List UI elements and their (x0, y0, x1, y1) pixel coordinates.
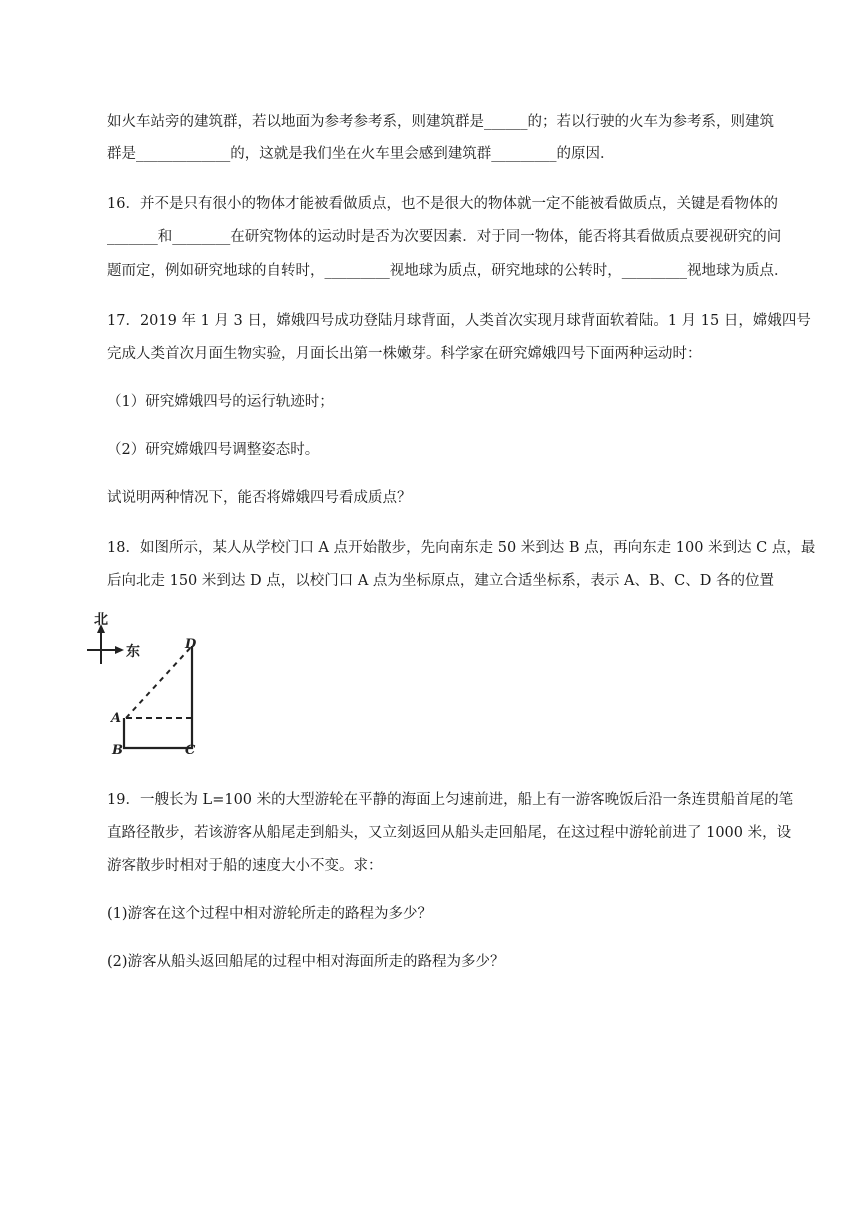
compass-icon (87, 624, 124, 664)
q17-question: 试说明两种情况下，能否将嫦娥四号看成质点？ (107, 490, 412, 506)
q16-text-line-3: 题而定，例如研究地球的自转时，_________视地球为质点，研究地球的公转时，_________视地球为质点． (107, 263, 789, 279)
q16-text-line-2: _______和________在研究物体的运动时是否为次要因素．对于同一物体，能否将其看做质点要视研究的问 (107, 229, 782, 245)
q19-text-line-2: 直路径散步，若该游客从船尾走到船头，又立刻返回从船头走回船尾，在这过程中游轮前进了 1000 米，设 (107, 825, 792, 841)
walking-path (124, 646, 192, 748)
q16-text-line-1: 16．并不是只有很小的物体才能被看做质点，也不是很大的物体就一定不能被看做质点，关键是看物体的 (107, 196, 778, 212)
q19-item-1: (1)游客在这个过程中相对游轮所走的路程为多少？ (107, 906, 433, 922)
point-b-label: B (112, 743, 123, 758)
q15-text-line-1: 如火车站旁的建筑群，若以地面为参考参考系，则建筑群是______的；若以行驶的火车为参考系，则建筑 (107, 114, 774, 130)
q18-figure (84, 606, 197, 760)
q19-text-line-1: 19．一艘长为 L=100 米的大型游轮在平静的海面上匀速前进，船上有一游客晚饭后沿一条连贯船首尾的笔 (107, 792, 794, 808)
q17-text-line-2: 完成人类首次月面生物实验，月面长出第一株嫩芽。科学家在研究嫦娥四号下面两种运动时： (107, 346, 702, 362)
q18-text-line-1: 18．如图所示，某人从学校门口 A 点开始散步，先向南东走 50 米到达 B 点，再向东走 100 米到达 C 点，最 (107, 540, 816, 556)
q17-item-2: （2）研究嫦娥四号调整姿态时。 (107, 442, 320, 458)
compass-north-label: 北 (94, 612, 108, 628)
walking-path-diagram (84, 606, 197, 758)
q19-item-2: (2)游客从船头返回船尾的过程中相对海面所走的路程为多少？ (107, 954, 505, 970)
q15-text-line-2: 群是_____________的，这就是我们坐在火车里会感到建筑群_________的原因． (107, 146, 615, 162)
point-a-label: A (111, 711, 122, 726)
compass-east-label: 东 (126, 644, 140, 660)
q19-text-line-3: 游客散步时相对于船的速度大小不变。求： (107, 858, 383, 874)
point-d-label: D (185, 637, 197, 652)
point-c-label: C (185, 743, 196, 758)
q17-text-line-1: 17．2019 年 1 月 3 日，嫦娥四号成功登陆月球背面，人类首次实现月球背面软着陆。1 月 15 日，嫦娥四号 (107, 313, 811, 329)
q17-item-1: （1）研究嫦娥四号的运行轨迹时； (107, 394, 334, 410)
q18-text-line-2: 后向北走 150 米到达 D 点，以校门口 A 点为坐标原点，建立合适坐标系，表示 A、B、C、D 各的位置 (107, 573, 774, 589)
